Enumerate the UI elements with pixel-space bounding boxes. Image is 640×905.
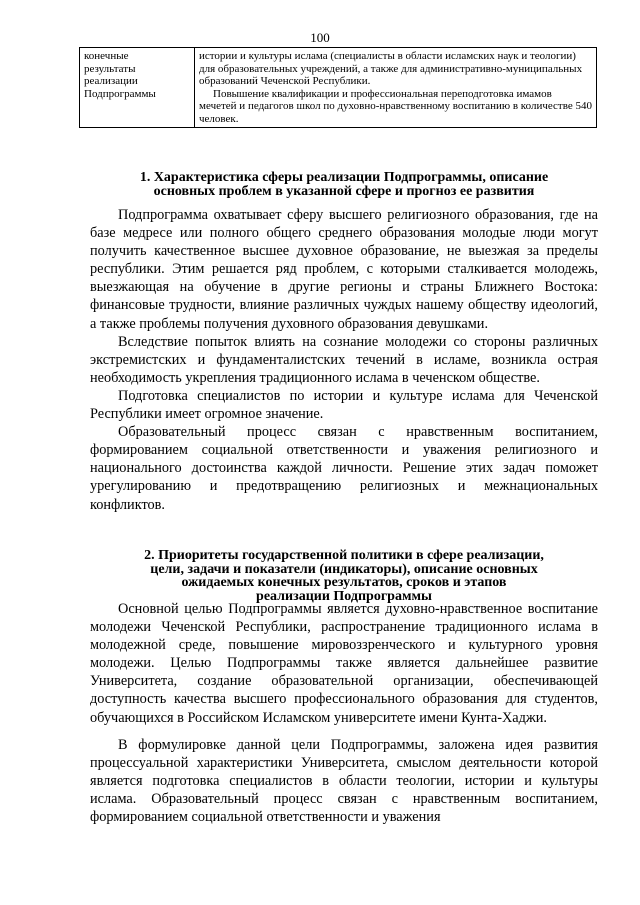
table-row	[80, 48, 597, 128]
table-label-line: Подпрограммы	[84, 87, 156, 100]
heading-line: цели, задачи и показатели (индикаторы), описание основных	[150, 561, 538, 577]
table-label-line: реализации	[84, 75, 138, 87]
paragraph: Подготовка специалистов по истории и культуре ислама для Чеченской Республики имеет огромное значение.	[90, 387, 598, 423]
table-label-line: конечные	[84, 50, 129, 62]
page-number: 100	[310, 30, 330, 45]
heading-line: ожидаемых конечных результатов, сроков и этапов	[181, 575, 507, 590]
section-2-heading	[90, 549, 598, 603]
table-label-cell	[80, 48, 195, 128]
table-value-cell	[195, 48, 597, 128]
table-value-paragraph: истории и культуры ислама (специалисты в области исламских наук и теологии) для образовательных учреждений, а также для административно-муниципальных образований Чеченской Республики.	[199, 50, 583, 87]
heading-line: реализации Подпрограммы	[256, 588, 432, 604]
continuation-table	[79, 47, 597, 128]
heading-line: основных проблем в указанной сфере и прогноз ее развития	[153, 183, 535, 199]
paragraph: Вследствие попыток влиять на сознание молодежи со стороны различных экстремистских и фундаменталистских течений в исламе, возникла острая необходимость укрепления традиционного ислама в чеченском обществе.	[90, 333, 598, 386]
table-value-paragraph: Повышение квалификации и профессиональная переподготовка имамов мечетей и педагогов школ по духовно-нравственному воспитанию в количестве 540 человек.	[199, 87, 592, 125]
paragraph: Образовательный процесс связан с нравственным воспитанием, формированием социальной ответственности и уважения религиозного и национального достоинства каждой личности. Решение этих задач поможет урегулированию и предотвращению религиозных и межнациональных конфликтов.	[90, 424, 598, 513]
paragraph: Основной целью Подпрограммы является духовно-нравственное воспитание молодежи Чеченской Республики, распространение традиционного ислама в молодежной среде, повышение мировоззренческого и культурного уровня молодежи. Целью Подпрограммы также является дальнейшее развитие Университета, создание образовательной организации, обеспечивающей доступность качества высшего профессионального образования для студентов, обучающихся в Российском Исламском университете имени Кунта-Хаджи.	[90, 601, 598, 726]
section-1-heading	[90, 171, 598, 198]
paragraph: В формулировке данной цели Подпрограммы, заложена идея развития процессуальной характеристики Университета, смыслом деятельности которой является подготовка специалистов в области теологии, истории и культуры ислама. Образовательный процесс связан с нравственным воспитанием, формированием социальной ответственности и уважения	[90, 736, 598, 826]
section-1-body	[90, 206, 598, 514]
paragraph: Подпрограмма охватывает сферу высшего религиозного образования, где на базе медресе или полного общего среднего образования молодые люди могут получить качественное высшее духовное образование, не выезжая за пределы республики. Этим решается ряд проблем, с которыми сталкивается молодежь, выезжающая на обучение в другие регионы и страны Ближнего Востока: финансовые трудности, влияние различных чуждых нашему обществу идеологий, а также проблемы получения духовного образования девушками.	[90, 207, 598, 332]
table-label-line: результаты	[84, 62, 136, 75]
heading-line: 1. Характеристика сферы реализации Подпрограммы, описание	[139, 170, 549, 185]
heading-line: 2. Приоритеты государственной политики в сфере реализации,	[144, 548, 544, 563]
section-2-body	[90, 600, 598, 826]
